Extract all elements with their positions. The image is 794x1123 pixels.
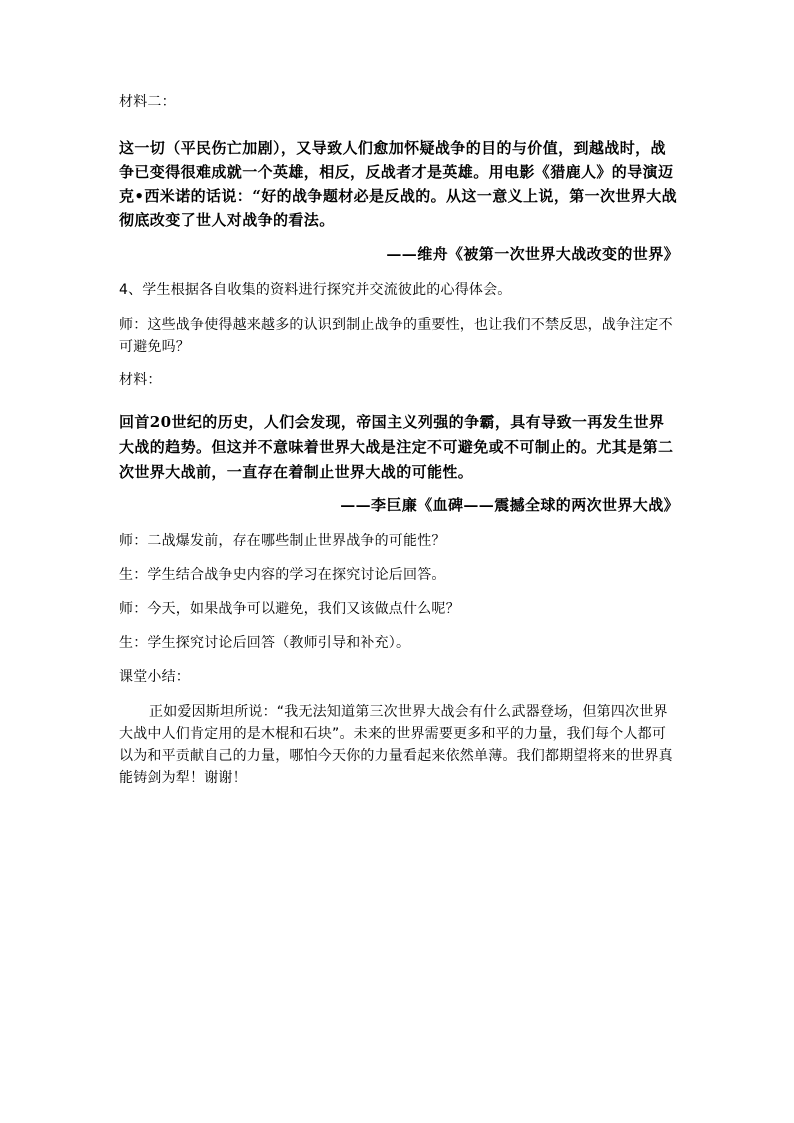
teacher-question-1: 师：这些战争使得越来越多的认识到制止战争的重要性，也让我们不禁反思，战争注定不可避免吗？: [119, 317, 673, 355]
summary-label: 课堂小结：: [119, 669, 190, 685]
student-answer-2: 生：学生探究讨论后回答（教师引导和补充）。: [119, 635, 411, 651]
material-quote: 回首20世纪的历史，人们会发现，帝国主义列强的争霸，具有导致一再发生世界大战的趋势。但这并不意味着世界大战是注定不可避免或不可制止的。尤其是第二次世界大战前，一直存在着制止世界大战的可能性。: [119, 413, 674, 481]
material-label: 材料：: [119, 372, 162, 388]
teacher-question-2: 师：二战爆发前，存在哪些制止世界战争的可能性？: [119, 533, 446, 549]
material-source: ——李巨廉《血碑——震撼全球的两次世界大战》: [340, 496, 679, 514]
material2-quote: 这一切（平民伤亡加剧），又导致人们愈加怀疑战争的目的与价值，到越战时，战争已变得很难成就一个英雄，相反，反战者才是英雄。用电影《猎鹿人》的导演迈克•西米诺的话说：“好的战争题材必是反战的。从这一意义上说，第一次世界大战彻底改变了世人对战争的看法。: [119, 139, 678, 229]
step4-text: 4、学生根据各自收集的资料进行探究并交流彼此的心得体会。: [119, 282, 512, 298]
document-page: [119, 92, 679, 789]
student-answer-1: 生：学生结合战争史内容的学习在探究讨论后回答。: [119, 567, 446, 583]
material2-label: 材料二：: [119, 94, 176, 110]
material2-source: ——维舟《被第一次世界大战改变的世界》: [386, 245, 679, 263]
summary-text: 正如爱因斯坦所说：“我无法知道第三次世界大战会有什么武器登场，但第四次世界大战中人们肯定用的是木棍和石块”。未来的世界需要更多和平的力量，我们每个人都可以为和平贡献自己的力量，哪怕今天你的力量看起来依然单薄。我们都期望将来的世界真能铸剑为犁！谢谢！: [119, 704, 673, 786]
teacher-question-3: 师：今天，如果战争可以避免，我们又该做点什么呢？: [119, 601, 460, 617]
